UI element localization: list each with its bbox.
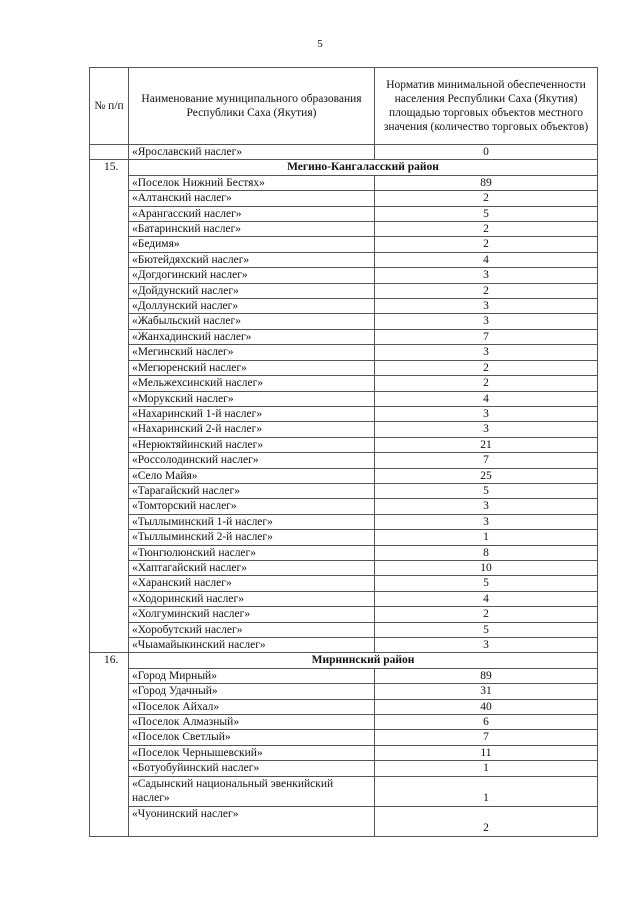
row-value: 2 — [375, 222, 598, 237]
table-row — [90, 360, 598, 375]
district-name: Мирнинский район — [129, 653, 598, 668]
table-row — [90, 299, 598, 314]
table-row — [90, 545, 598, 560]
row-value: 89 — [375, 668, 598, 683]
table-row — [90, 560, 598, 575]
row-name: «Город Мирный» — [129, 668, 375, 683]
table-row — [90, 345, 598, 360]
row-name: «Село Майя» — [129, 468, 375, 483]
table-row — [90, 806, 598, 836]
header-name: Наименование муниципального образования Республики Саха (Якутия) — [129, 68, 375, 145]
row-value: 3 — [375, 422, 598, 437]
row-value: 6 — [375, 715, 598, 730]
table-row — [90, 745, 598, 760]
row-value: 3 — [375, 406, 598, 421]
table-row — [90, 437, 598, 452]
table-body — [90, 145, 598, 837]
table-row — [90, 191, 598, 206]
table-row — [90, 576, 598, 591]
row-value: 2 — [375, 360, 598, 375]
page-number: 5 — [317, 38, 323, 50]
row-value: 40 — [375, 699, 598, 714]
table-row — [90, 514, 598, 529]
row-name: «Поселок Нижний Бестях» — [129, 175, 375, 190]
district-number: 16. — [90, 653, 129, 836]
table-row — [90, 684, 598, 699]
row-value: 89 — [375, 175, 598, 190]
header-num: № п/п — [90, 68, 129, 145]
table-row — [90, 406, 598, 421]
row-value: 3 — [375, 638, 598, 653]
row-name: «Чуонинский наслег» — [129, 806, 375, 836]
row-name: «Жабыльский наслег» — [129, 314, 375, 329]
row-name: «Дойдунский наслег» — [129, 283, 375, 298]
table-row — [90, 453, 598, 468]
row-value: 7 — [375, 329, 598, 344]
row-value: 3 — [375, 299, 598, 314]
row-value: 5 — [375, 576, 598, 591]
row-value: 2 — [375, 237, 598, 252]
row-name: «Тюнгюлюнский наслег» — [129, 545, 375, 560]
row-name: «Хоробутский наслег» — [129, 622, 375, 637]
row-name: «Тыллыминский 2-й наслег» — [129, 530, 375, 545]
header-norm: Норматив минимальной обеспеченности населения Республики Саха (Якутия) площадью торговых объектов местного значения (количество торговых объектов) — [375, 68, 598, 145]
row-name: «Нахаринский 2-й наслег» — [129, 422, 375, 437]
row-value: 4 — [375, 591, 598, 606]
row-num — [90, 145, 129, 160]
row-name: «Арангасский наслег» — [129, 206, 375, 221]
row-value: 3 — [375, 268, 598, 283]
row-name: «Доллунский наслег» — [129, 299, 375, 314]
row-name: «Тыллыминский 1-й наслег» — [129, 514, 375, 529]
row-name: «Ботуобуйинский наслег» — [129, 761, 375, 776]
row-value: 1 — [375, 530, 598, 545]
table-row — [90, 206, 598, 221]
row-value: 5 — [375, 206, 598, 221]
row-name: «Поселок Чернышевский» — [129, 745, 375, 760]
row-value: 7 — [375, 730, 598, 745]
table-row — [90, 376, 598, 391]
row-name: «Нахаринский 1-й наслег» — [129, 406, 375, 421]
table-row — [90, 252, 598, 267]
row-name: «Жанхадинский наслег» — [129, 329, 375, 344]
row-name: «Алтанский наслег» — [129, 191, 375, 206]
table-row — [90, 175, 598, 190]
row-name: «Садынский национальный эвенкийский наслег» — [129, 776, 375, 806]
row-value: 21 — [375, 437, 598, 452]
row-value: 4 — [375, 252, 598, 267]
row-name: «Россолодинский наслег» — [129, 453, 375, 468]
row-name: «Харанский наслег» — [129, 576, 375, 591]
table-row — [90, 391, 598, 406]
table-row — [90, 776, 598, 806]
table-row — [90, 268, 598, 283]
row-name: «Мегюренский наслег» — [129, 360, 375, 375]
table-row — [90, 314, 598, 329]
row-name: «Поселок Алмазный» — [129, 715, 375, 730]
row-name: «Бедимя» — [129, 237, 375, 252]
row-value: 3 — [375, 314, 598, 329]
row-name: «Чыамайыкинский наслег» — [129, 638, 375, 653]
row-value: 0 — [375, 145, 598, 160]
row-value: 2 — [375, 191, 598, 206]
row-value: 7 — [375, 453, 598, 468]
norm-table — [89, 67, 598, 837]
row-value: 5 — [375, 622, 598, 637]
district-number: 15. — [90, 160, 129, 653]
row-name: «Томторский наслег» — [129, 499, 375, 514]
table-row — [90, 483, 598, 498]
table-row — [90, 530, 598, 545]
row-value: 25 — [375, 468, 598, 483]
row-name: «Хаптагайский наслег» — [129, 560, 375, 575]
row-value: 11 — [375, 745, 598, 760]
table-row — [90, 329, 598, 344]
row-name: «Мельжехсинский наслег» — [129, 376, 375, 391]
table-row — [90, 499, 598, 514]
row-name: «Батаринский наслег» — [129, 222, 375, 237]
table-row — [90, 468, 598, 483]
row-value: 1 — [375, 761, 598, 776]
row-value: 1 — [375, 776, 598, 806]
row-value: 3 — [375, 345, 598, 360]
row-name: «Нерюктяйинский наслег» — [129, 437, 375, 452]
district-header-row — [90, 653, 598, 668]
table-row — [90, 607, 598, 622]
table-row — [90, 668, 598, 683]
table-header-row — [90, 68, 598, 145]
row-value: 5 — [375, 483, 598, 498]
table-row — [90, 237, 598, 252]
district-name: Мегино-Кангаласский район — [129, 160, 598, 175]
row-name: «Морукский наслег» — [129, 391, 375, 406]
table-row — [90, 699, 598, 714]
table-row — [90, 622, 598, 637]
row-value: 4 — [375, 391, 598, 406]
table-row — [90, 145, 598, 160]
row-name: «Поселок Айхал» — [129, 699, 375, 714]
row-value: 31 — [375, 684, 598, 699]
table-row — [90, 222, 598, 237]
table-row — [90, 283, 598, 298]
row-name: «Ходоринский наслег» — [129, 591, 375, 606]
table-row — [90, 591, 598, 606]
row-value: 8 — [375, 545, 598, 560]
row-name: «Холгуминский наслег» — [129, 607, 375, 622]
row-name: «Догдогинский наслег» — [129, 268, 375, 283]
row-value: 2 — [375, 376, 598, 391]
district-header-row — [90, 160, 598, 175]
row-value: 2 — [375, 283, 598, 298]
table-row — [90, 761, 598, 776]
row-name: «Поселок Светлый» — [129, 730, 375, 745]
row-name: «Бютейдяхский наслег» — [129, 252, 375, 267]
row-value: 10 — [375, 560, 598, 575]
row-name: «Ярославский наслег» — [129, 145, 375, 160]
row-value: 2 — [375, 806, 598, 836]
row-name: «Тарагайский наслег» — [129, 483, 375, 498]
row-value: 3 — [375, 514, 598, 529]
table-row — [90, 715, 598, 730]
table-row — [90, 422, 598, 437]
row-name: «Город Удачный» — [129, 684, 375, 699]
row-value: 2 — [375, 607, 598, 622]
row-value: 3 — [375, 499, 598, 514]
table-row — [90, 730, 598, 745]
table-row — [90, 638, 598, 653]
row-name: «Мегинский наслег» — [129, 345, 375, 360]
